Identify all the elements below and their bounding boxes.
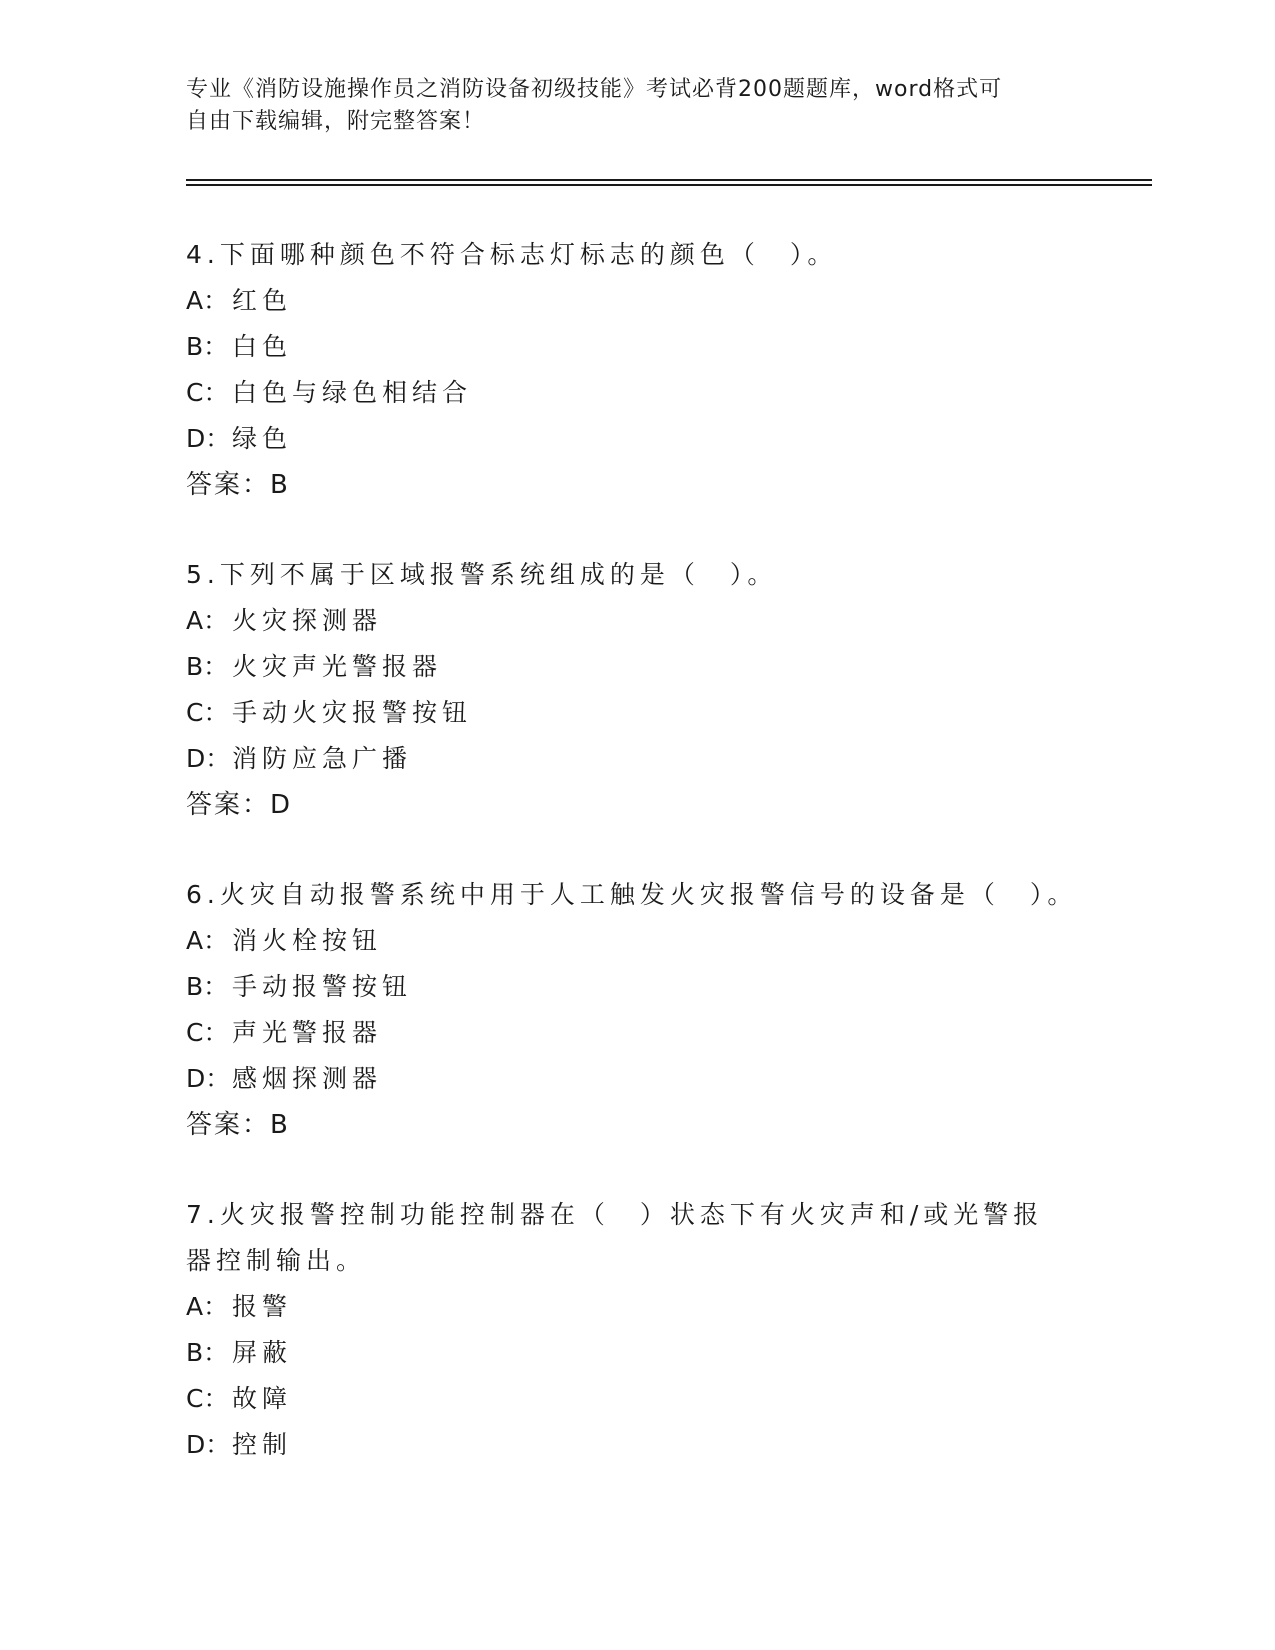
option-key: C： [186, 698, 229, 727]
option-key: C： [186, 1018, 229, 1047]
option-d [186, 1056, 1086, 1102]
option-key: D： [186, 1064, 231, 1093]
option-text: 消火栓按钮 [232, 926, 383, 955]
header-divider-top [186, 179, 1152, 181]
option-key: D： [186, 1430, 231, 1459]
option-key: A： [186, 286, 229, 315]
option-text: 故障 [232, 1384, 293, 1413]
option-key: C： [186, 378, 229, 407]
option-key: D： [186, 744, 231, 773]
document-header [186, 74, 1086, 138]
option-a [186, 598, 1086, 644]
option-c [186, 370, 1086, 416]
option-text: 火灾声光警报器 [232, 652, 443, 681]
option-text: 白色 [232, 332, 293, 361]
question-stem: 6.火灾自动报警系统中用于人工触发火灾报警信号的设备是（ ）。 [186, 880, 1078, 909]
header-divider-bottom [186, 184, 1152, 186]
option-d [186, 416, 1086, 462]
option-text: 白色与绿色相结合 [232, 378, 473, 407]
option-b [186, 324, 1086, 370]
option-text: 消防应急广播 [232, 744, 413, 773]
option-text: 感烟探测器 [232, 1064, 383, 1093]
option-text: 火灾探测器 [232, 606, 383, 635]
question-6 [186, 872, 1086, 1148]
option-text: 报警 [232, 1292, 293, 1321]
option-a [186, 1284, 1066, 1330]
option-text: 控制 [232, 1430, 293, 1459]
option-text: 手动火灾报警按钮 [232, 698, 473, 727]
option-d [186, 1422, 1066, 1468]
answer-line: 答案：B [186, 1110, 290, 1140]
question-7 [186, 1192, 1066, 1468]
header-line-2: 自由下载编辑，附完整答案！ [186, 109, 486, 134]
option-a [186, 278, 1086, 324]
option-text: 声光警报器 [232, 1018, 383, 1047]
option-c [186, 1010, 1086, 1056]
option-text: 红色 [232, 286, 293, 315]
option-key: B： [186, 1338, 229, 1367]
option-c [186, 1376, 1066, 1422]
option-key: B： [186, 652, 229, 681]
option-d [186, 736, 1086, 782]
option-b [186, 644, 1086, 690]
question-stem: 7.火灾报警控制功能控制器在（ ）状态下有火灾声和/或光警报器控制输出。 [186, 1200, 1044, 1275]
question-stem: 5.下列不属于区域报警系统组成的是（ ）。 [186, 560, 778, 589]
option-key: B： [186, 972, 229, 1001]
answer-line: 答案：B [186, 470, 290, 500]
question-5 [186, 552, 1086, 828]
option-b [186, 964, 1086, 1010]
option-key: D： [186, 424, 231, 453]
question-stem: 4.下面哪种颜色不符合标志灯标志的颜色（ ）。 [186, 240, 838, 269]
question-4 [186, 232, 1086, 508]
option-key: C： [186, 1384, 229, 1413]
option-b [186, 1330, 1066, 1376]
option-key: A： [186, 1292, 229, 1321]
option-text: 手动报警按钮 [232, 972, 413, 1001]
option-text: 绿色 [232, 424, 293, 453]
answer-line: 答案：D [186, 790, 293, 820]
option-key: B： [186, 332, 229, 361]
option-text: 屏蔽 [232, 1338, 293, 1367]
header-line-1: 专业《消防设施操作员之消防设备初级技能》考试必背200题题库，word格式可 [186, 77, 1003, 102]
option-c [186, 690, 1086, 736]
option-a [186, 918, 1086, 964]
option-key: A： [186, 606, 229, 635]
option-key: A： [186, 926, 229, 955]
